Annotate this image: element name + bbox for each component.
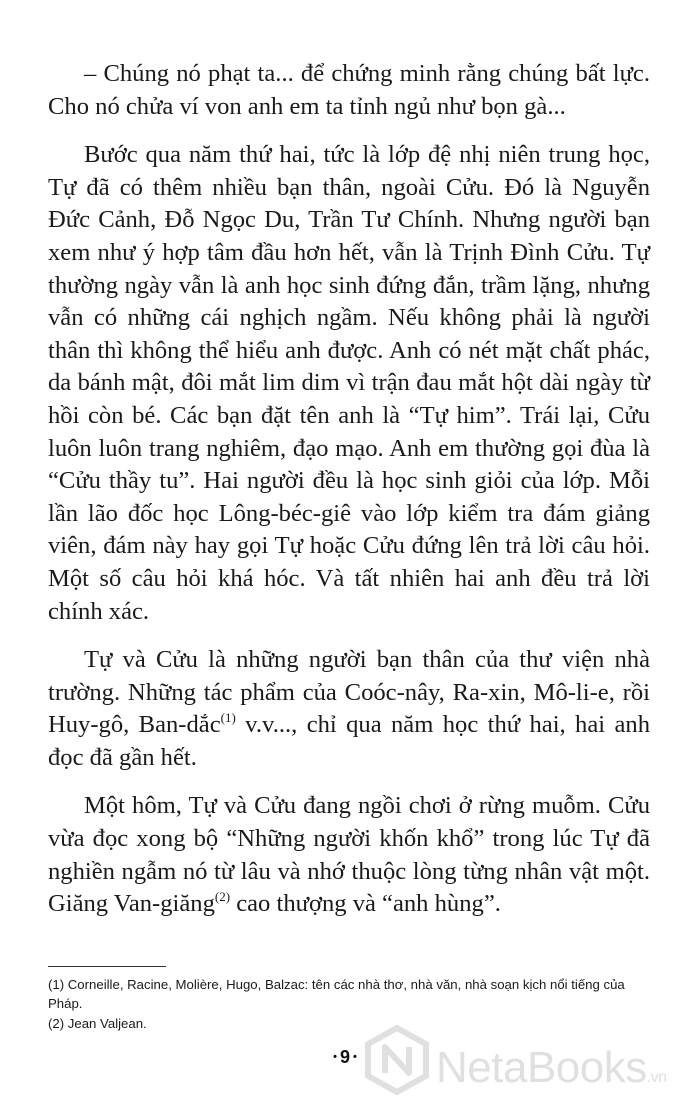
footnote-ref-1: (1) xyxy=(220,710,236,726)
footnote-ref-2: (2) xyxy=(214,889,231,905)
page-number-dot-left: • xyxy=(333,1051,337,1063)
footnote-divider xyxy=(48,966,166,967)
page-number-dot-right: • xyxy=(353,1051,357,1063)
watermark-brand: NetaBooks xyxy=(436,1043,647,1092)
paragraph-2 xyxy=(48,139,650,628)
paragraph-3-text-a: Tự và Cửu là những người bạn thân của thư viện nhà trường. Những tác phẩm của Coóc-nây, Ra-xin, Mô-li-e, rồi Huy-gô, Ban-dắc xyxy=(48,646,650,739)
paragraph-3 xyxy=(48,644,650,774)
paragraph-4-text-a: Một hôm, Tự và Cửu đang ngồi chơi ở rừng muỗm. Cửu vừa đọc xong bộ “Những người khốn khổ” trong lúc Tự đã nghiền ngẫm nó từ lâu và nhớ thuộc lòng từng nhân vật một. Giăng Van-giăng xyxy=(48,792,650,918)
paragraph-3-text-b: v.v..., chỉ qua năm học thứ hai, hai anh đọc đã gần hết. xyxy=(48,711,650,771)
paragraph-2-text: Bước qua năm thứ hai, tức là lớp đệ nhị niên trung học, Tự đã có thêm nhiều bạn thân, ngoài Cửu. Đó là Nguyễn Đức Cảnh, Đỗ Ngọc Du, Trần Tư Chính. Nhưng người bạn xem như ý hợp tâm đầu hơn hết, vẫn là Trịnh Đình Cửu. Tự thường ngày vẫn là anh học sinh đứng đắn, trầm lặng, nhưng vẫn có những cái nghịch ngầm. Nếu không phải là người thân thì không thể hiểu anh được. Anh có nét mặt chất phác, da bánh mật, đôi mắt lim dim vì trận đau mắt hột dài ngày từ hồi còn bé. Các bạn đặt tên anh là “Tự him”. Trái lại, Cửu luôn luôn trang nghiêm, đạo mạo. Anh em thường gọi đùa là “Cửu thầy tu”. Hai người đều là học sinh giỏi của lớp. Mỗi lần lão đốc học Lông-béc-giê vào lớp kiểm tra đám giảng viên, đám này hay gọi Tự hoặc Cửu đứng lên trả lời câu hỏi. Một số câu hỏi khá hóc. Và tất nhiên hai anh đều trả lời chính xác. xyxy=(48,141,650,625)
footnote-2: (2) Jean Valjean. xyxy=(48,1016,147,1031)
netabooks-logo-icon xyxy=(362,1025,432,1095)
paragraph-1-text: – Chúng nó phạt ta... để chứng minh rằng chúng bất lực. Cho nó chửa ví von anh em ta tỉnh ngủ như bọn gà... xyxy=(48,60,650,120)
paragraph-1 xyxy=(48,58,650,123)
watermark-suffix: .vn xyxy=(646,1069,667,1086)
paragraph-4 xyxy=(48,790,650,920)
paragraph-4-text-b: cao thượng và “anh hùng”. xyxy=(230,890,501,918)
footnote-1: (1) Corneille, Racine, Molière, Hugo, Balzac: tên các nhà thơ, nhà văn, nhà soạn kịch nổi tiếng của Pháp. xyxy=(48,977,625,1011)
page-number-value: 9 xyxy=(339,1047,350,1067)
watermark-text xyxy=(436,1043,667,1093)
netabooks-watermark xyxy=(362,1015,700,1105)
body-text xyxy=(48,58,650,937)
